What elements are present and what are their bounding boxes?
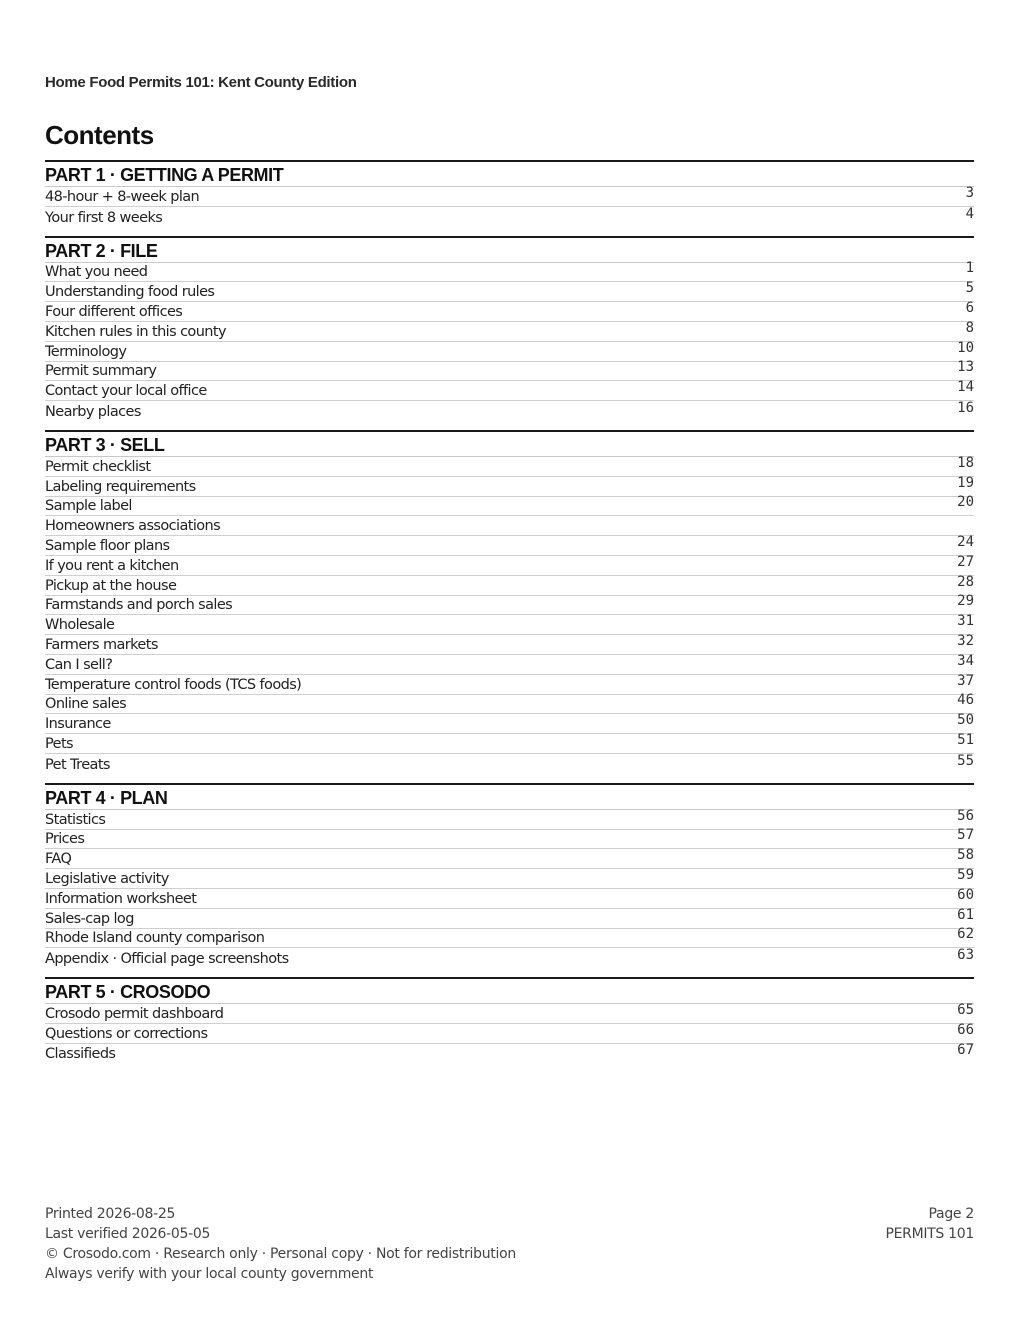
verify-disclaimer: Always verify with your local county government xyxy=(45,1266,374,1282)
toc-entry-page-number: 46 xyxy=(957,692,974,709)
toc-entry-page-number: 19 xyxy=(957,474,974,491)
toc-entry[interactable] xyxy=(45,553,974,576)
toc-part-heading: PART 3 · SELL xyxy=(45,430,974,457)
toc-entry-label: Insurance xyxy=(45,716,111,733)
toc-entry-page-number: 5 xyxy=(965,280,974,297)
toc-entry[interactable] xyxy=(45,282,974,302)
toc-entry-page-number: 28 xyxy=(957,573,974,590)
toc-entry-label: Sample label xyxy=(45,498,132,515)
toc-entry-page-number: 58 xyxy=(957,847,974,864)
toc-entry[interactable] xyxy=(45,474,974,497)
toc-entry[interactable] xyxy=(45,593,974,616)
toc-entry[interactable] xyxy=(45,1021,974,1044)
toc-entry[interactable] xyxy=(45,906,974,929)
last-verified-date: Last verified 2026-05-05 xyxy=(45,1226,211,1242)
toc-entry[interactable] xyxy=(45,454,974,477)
toc-entry-label: Nearby places xyxy=(45,403,141,420)
toc-entry[interactable] xyxy=(45,260,974,283)
toc-entry[interactable] xyxy=(45,184,974,207)
toc-entry-label: Permit checklist xyxy=(45,458,151,475)
toc-entry-label: Pet Treats xyxy=(45,756,110,773)
toc-entry-page-number: 57 xyxy=(957,827,974,844)
toc-entry-label: Pets xyxy=(45,735,73,752)
toc-entry-page-number: 66 xyxy=(957,1021,974,1038)
toc-entry[interactable] xyxy=(45,615,974,635)
toc-entry-label: Classifieds xyxy=(45,1046,116,1063)
toc-entry-label: Sales-cap log xyxy=(45,910,134,927)
footer-left xyxy=(45,1204,516,1284)
toc-entry-page-number: 24 xyxy=(957,533,974,550)
toc-entry-page-number: 31 xyxy=(957,613,974,630)
toc-entry-label: Understanding food rules xyxy=(45,284,215,301)
document-page xyxy=(45,0,974,1320)
toc-entry-page-number: 34 xyxy=(957,652,974,669)
series-name: PERMITS 101 xyxy=(885,1226,974,1242)
toc-entry-label: Prices xyxy=(45,831,85,848)
toc-entry-page-number: 62 xyxy=(957,926,974,943)
document-title: Home Food Permits 101: Kent County Edition xyxy=(45,74,357,91)
toc-entry-page-number: 27 xyxy=(957,553,974,570)
toc-entry-label: Four different offices xyxy=(45,303,183,320)
toc-entry-page-number: 37 xyxy=(957,672,974,689)
toc-entry-page-number: 29 xyxy=(957,593,974,610)
toc-entry[interactable] xyxy=(45,866,974,889)
contents-heading: Contents xyxy=(45,120,154,150)
toc-entry[interactable] xyxy=(45,319,974,342)
toc-part-heading: PART 1 · GETTING A PERMIT xyxy=(45,160,974,187)
toc-entry-label: Labeling requirements xyxy=(45,478,196,495)
toc-entry-page-number: 14 xyxy=(957,379,974,396)
toc-part-heading: PART 2 · FILE xyxy=(45,236,974,263)
toc-entry-page-number: 50 xyxy=(957,712,974,729)
toc-entry-label: Contact your local office xyxy=(45,383,207,400)
toc-entry[interactable] xyxy=(45,714,974,734)
printed-date: Printed 2026-08-25 xyxy=(45,1206,176,1222)
toc-entry[interactable] xyxy=(45,754,974,774)
toc-entry-page-number: 65 xyxy=(957,1001,974,1018)
toc-entry[interactable] xyxy=(45,652,974,675)
toc-entry[interactable] xyxy=(45,299,974,322)
toc-entry-page-number: 60 xyxy=(957,886,974,903)
toc-entry-page-number: 16 xyxy=(957,399,974,416)
toc-entry[interactable] xyxy=(45,886,974,909)
toc-part-3 xyxy=(45,430,974,774)
toc-entry[interactable] xyxy=(45,1001,974,1024)
toc-entry[interactable] xyxy=(45,731,974,754)
toc-entry-label: Farmstands and porch sales xyxy=(45,597,233,614)
toc-entry[interactable] xyxy=(45,339,974,362)
toc-entry-label: Information worksheet xyxy=(45,890,197,907)
toc-entry-page-number: 51 xyxy=(957,731,974,748)
toc-entry-label: FAQ xyxy=(45,851,72,868)
table-of-contents xyxy=(45,160,974,1072)
toc-entry[interactable] xyxy=(45,359,974,382)
toc-entry-page-number: 59 xyxy=(957,866,974,883)
toc-entry[interactable] xyxy=(45,1044,974,1064)
toc-entry-label: Legislative activity xyxy=(45,870,169,887)
toc-entry-page-number: 20 xyxy=(957,494,974,511)
page-number: Page 2 xyxy=(928,1206,974,1222)
toc-part-2 xyxy=(45,236,974,421)
toc-entry[interactable] xyxy=(45,827,974,850)
toc-entry-label: Terminology xyxy=(45,343,127,360)
toc-part-heading: PART 5 · CROSODO xyxy=(45,977,974,1004)
toc-entry-label: Pickup at the house xyxy=(45,577,177,594)
toc-entry[interactable] xyxy=(45,401,974,421)
toc-part-4 xyxy=(45,783,974,968)
toc-entry[interactable] xyxy=(45,381,974,401)
toc-entry[interactable] xyxy=(45,516,974,536)
toc-part-5 xyxy=(45,977,974,1063)
toc-entry[interactable] xyxy=(45,632,974,655)
copyright-notice: © Crosodo.com · Research only · Personal copy · Not for redistribution xyxy=(45,1246,516,1262)
toc-entry[interactable] xyxy=(45,573,974,596)
toc-entry-label: Farmers markets xyxy=(45,636,158,653)
toc-entry-label: What you need xyxy=(45,264,148,281)
toc-entry-page-number: 6 xyxy=(965,299,974,316)
toc-entry-page-number: 8 xyxy=(965,319,974,336)
toc-part-1 xyxy=(45,160,974,227)
toc-entry[interactable] xyxy=(45,672,974,695)
toc-entry-label: Homeowners associations xyxy=(45,518,221,535)
toc-entry[interactable] xyxy=(45,494,974,517)
toc-entry-page-number: 32 xyxy=(957,632,974,649)
toc-entry-label: 48-hour + 8-week plan xyxy=(45,188,200,205)
toc-entry[interactable] xyxy=(45,849,974,869)
toc-entry-label: Crosodo permit dashboard xyxy=(45,1005,224,1022)
toc-entry-label: Permit summary xyxy=(45,363,157,380)
toc-entry-label: Questions or corrections xyxy=(45,1025,208,1042)
toc-entry[interactable] xyxy=(45,807,974,830)
toc-entry-label: Your first 8 weeks xyxy=(45,209,163,226)
toc-entry-page-number: 18 xyxy=(957,454,974,471)
toc-entry[interactable] xyxy=(45,533,974,556)
toc-entry-label: Temperature control foods (TCS foods) xyxy=(45,676,302,693)
toc-entry-page-number: 10 xyxy=(957,339,974,356)
toc-entry-page-number: 4 xyxy=(965,205,974,222)
toc-entry-label: Statistics xyxy=(45,811,106,828)
toc-entry-label: If you rent a kitchen xyxy=(45,557,179,574)
toc-entry-label: Kitchen rules in this county xyxy=(45,323,226,340)
toc-entry[interactable] xyxy=(45,948,974,968)
toc-entry-label: Can I sell? xyxy=(45,656,113,673)
toc-entry-label: Wholesale xyxy=(45,617,115,634)
toc-entry[interactable] xyxy=(45,926,974,949)
toc-entry[interactable] xyxy=(45,207,974,227)
footer-right xyxy=(885,1204,974,1244)
toc-entry-page-number: 56 xyxy=(957,807,974,824)
toc-entry-page-number: 63 xyxy=(957,947,974,964)
toc-entry-label: Appendix · Official page screenshots xyxy=(45,951,289,968)
toc-part-heading: PART 4 · PLAN xyxy=(45,783,974,810)
toc-entry-label: Sample floor plans xyxy=(45,537,170,554)
toc-entry-page-number: 1 xyxy=(965,260,974,277)
toc-entry[interactable] xyxy=(45,692,974,715)
toc-entry-page-number: 3 xyxy=(965,184,974,201)
toc-entry-page-number: 55 xyxy=(957,752,974,769)
toc-entry-page-number: 67 xyxy=(957,1042,974,1059)
toc-entry-label: Online sales xyxy=(45,696,127,713)
toc-entry-label: Rhode Island county comparison xyxy=(45,930,265,947)
toc-entry-page-number: 61 xyxy=(957,906,974,923)
toc-entry-page-number: 13 xyxy=(957,359,974,376)
